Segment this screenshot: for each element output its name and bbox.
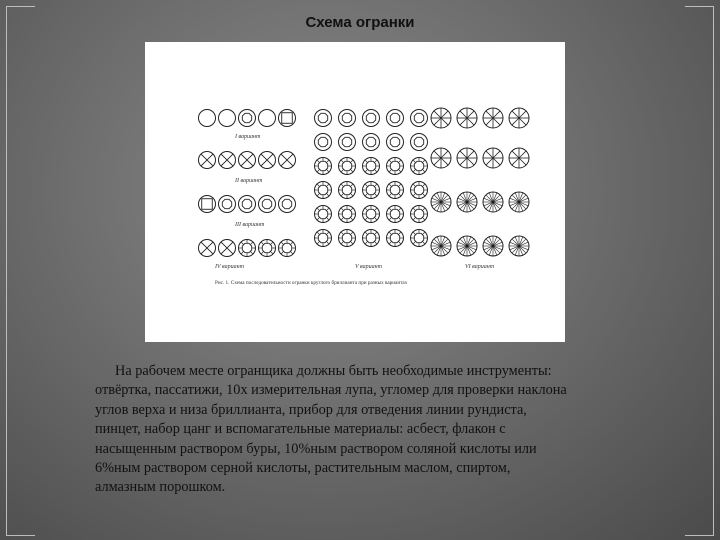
- gem-diagram: [509, 192, 529, 212]
- gem-diagram: [483, 192, 503, 212]
- gem-diagram: [363, 230, 380, 247]
- gem-diagram: [363, 110, 380, 127]
- gem-diagram: [259, 196, 276, 213]
- gem-diagram: [387, 110, 404, 127]
- gem-diagram: [279, 152, 296, 169]
- gem-diagram: [363, 134, 380, 151]
- gem-diagram: [431, 236, 451, 256]
- gem-diagram: [279, 240, 296, 257]
- gem-diagram: [457, 236, 477, 256]
- gem-diagram: [387, 134, 404, 151]
- gem-diagram: [483, 108, 503, 128]
- gem-diagram: [199, 110, 216, 127]
- gem-diagram: [509, 148, 529, 168]
- gem-diagram: [363, 158, 380, 175]
- body-line: На рабочем месте огранщика должны быть необходимые инструменты:: [115, 363, 552, 379]
- group-label: IV вариант: [215, 264, 244, 270]
- slide-frame-right: [685, 6, 714, 536]
- gem-diagram: [315, 158, 332, 175]
- figure-caption: Рис. 1. Схема последовательности огранки круглого бриллианта при разных вариантах: [215, 280, 408, 286]
- gem-diagram: [339, 230, 356, 247]
- gem-diagram: [431, 148, 451, 168]
- gem-diagram: [279, 110, 296, 127]
- gem-diagram: [239, 110, 256, 127]
- body-line: алмазным порошком.: [95, 479, 226, 496]
- gem-diagram: [199, 196, 216, 213]
- gem-diagram: [457, 148, 477, 168]
- gem-diagram: [363, 206, 380, 223]
- gem-diagram: [219, 152, 236, 169]
- gem-diagram: [411, 158, 428, 175]
- gem-diagram: [431, 108, 451, 128]
- group-label: III вариант: [235, 222, 265, 228]
- gem-diagram: [199, 240, 216, 257]
- group-label: VI вариант: [465, 264, 495, 270]
- body-line: 6%ным раствором серной кислоты, растительным маслом, спиртом,: [95, 460, 511, 477]
- gem-diagram: [315, 230, 332, 247]
- gem-diagram: [509, 108, 529, 128]
- body-line: отвёртка, пассатижи, 10х измерительная лупа, угломер для проверки наклона: [95, 382, 567, 399]
- gem-diagram: [411, 110, 428, 127]
- gem-diagram: [279, 196, 296, 213]
- gem-diagram: [315, 134, 332, 151]
- group-label: V вариант: [355, 264, 382, 270]
- gem-diagram: [387, 158, 404, 175]
- gem-diagram: [239, 152, 256, 169]
- body-text: [95, 362, 635, 498]
- gem-diagram: [199, 152, 216, 169]
- gem-diagram: [315, 206, 332, 223]
- gem-diagram: [457, 192, 477, 212]
- gem-diagram: [509, 236, 529, 256]
- gem-diagram: [339, 158, 356, 175]
- gem-diagram: [219, 110, 236, 127]
- gem-diagram: [411, 206, 428, 223]
- gem-diagram: [315, 110, 332, 127]
- group-label: I вариант: [235, 134, 261, 140]
- slide-title: Схема огранки: [305, 14, 415, 31]
- gem-diagram: [259, 240, 276, 257]
- slide-frame-left: [6, 6, 35, 536]
- gem-diagram: [483, 236, 503, 256]
- group-label: II вариант: [235, 178, 263, 184]
- gem-diagram: [339, 206, 356, 223]
- gem-diagram: [259, 110, 276, 127]
- faceting-scheme-figure: [145, 42, 565, 342]
- gem-diagram: [339, 182, 356, 199]
- gem-diagram: [339, 110, 356, 127]
- gem-diagram: [387, 206, 404, 223]
- gem-diagram: [219, 196, 236, 213]
- gem-diagram: [431, 192, 451, 212]
- gem-diagram: [411, 230, 428, 247]
- gem-diagram: [259, 152, 276, 169]
- gem-diagram: [339, 134, 356, 151]
- gem-diagram: [239, 196, 256, 213]
- body-line: углов верха и низа бриллианта, прибор для отведения линии рундиста,: [95, 401, 527, 418]
- gem-diagram: [239, 240, 256, 257]
- gem-diagram: [411, 134, 428, 151]
- gem-diagram: [363, 182, 380, 199]
- gem-diagram: [457, 108, 477, 128]
- faceting-scheme-drawing: [145, 42, 565, 342]
- gem-diagram: [411, 182, 428, 199]
- body-line: пинцет, набор цанг и вспомагательные материалы: асбест, флакон с: [95, 421, 506, 438]
- gem-diagram: [387, 182, 404, 199]
- gem-diagram: [219, 240, 236, 257]
- gem-diagram: [315, 182, 332, 199]
- gem-diagram: [483, 148, 503, 168]
- body-line: насыщенным раствором буры, 10%ным раствором соляной кислоты или: [95, 440, 537, 457]
- gem-diagram: [387, 230, 404, 247]
